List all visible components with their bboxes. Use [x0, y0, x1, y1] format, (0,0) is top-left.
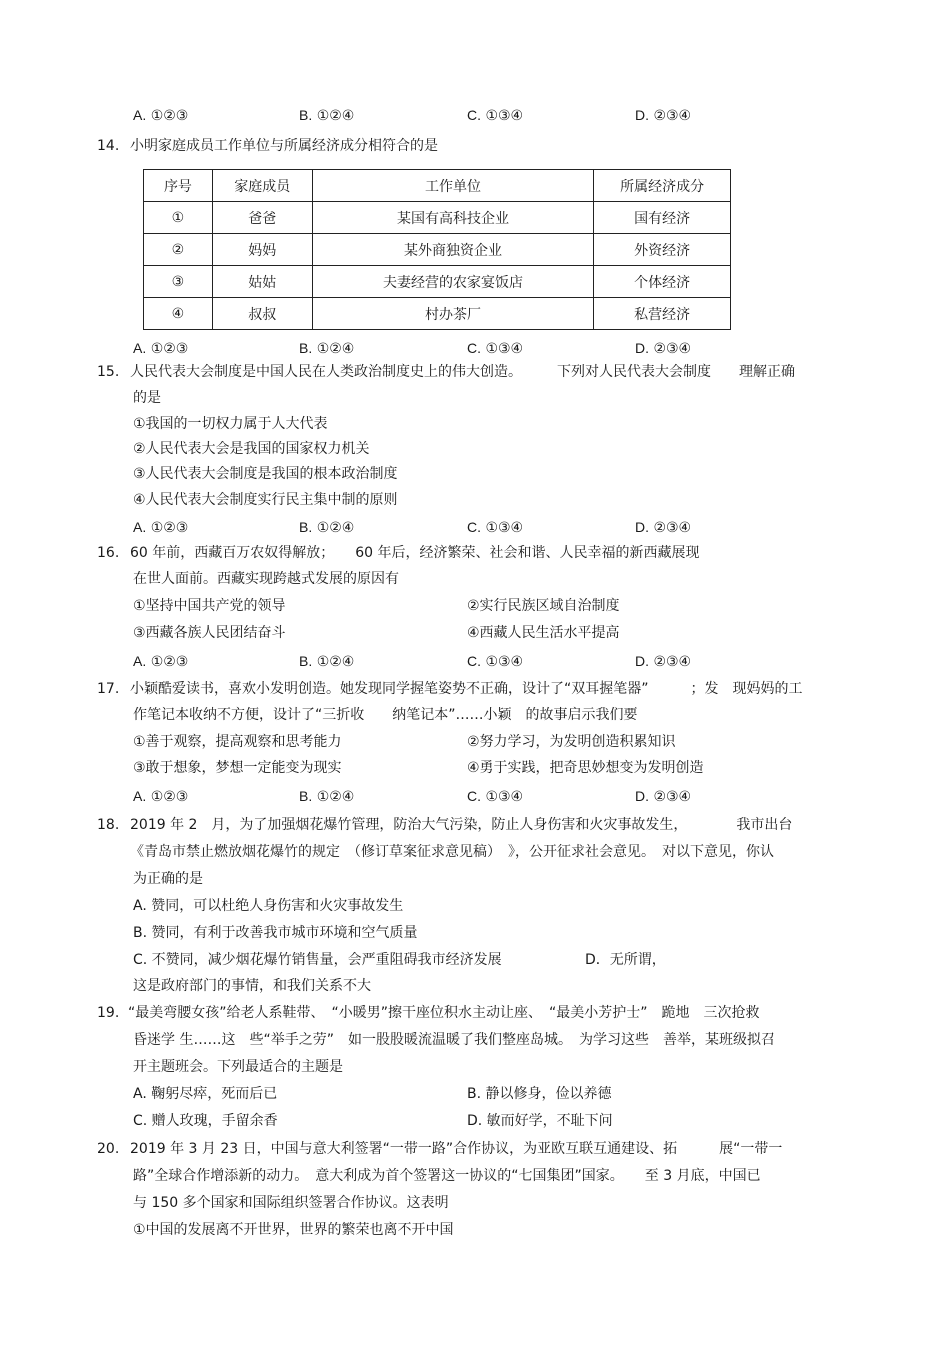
table-row [144, 234, 731, 266]
table-cell: 外资经济 [594, 234, 731, 266]
table-cell: 私营经济 [594, 298, 731, 330]
q17-item: ①善于观察，提高观察和思考能力 [133, 734, 342, 750]
q14-table [143, 169, 731, 330]
q15-stem-line: 的是 [133, 390, 161, 406]
q20-stem-line: 与 150 多个国家和国际组织签署合作协议。这表明 [133, 1195, 449, 1211]
table-header: 家庭成员 [212, 170, 312, 202]
q17-option-c: C. ①③④ [467, 788, 524, 805]
q14-option-a: A. ①②③ [133, 340, 189, 357]
q13-option-d: D. ②③④ [635, 107, 692, 124]
q17-item: ②努力学习，为发明创造积累知识 [467, 734, 676, 750]
q16-item: ③西藏各族人民团结奋斗 [133, 625, 286, 641]
table-row [144, 202, 731, 234]
q16-item: ②实行民族区域自治制度 [467, 598, 620, 614]
table-cell: ③ [144, 266, 213, 298]
table-cell: 村办茶厂 [312, 298, 593, 330]
table-cell: 爸爸 [212, 202, 312, 234]
table-cell: 夫妻经营的农家宴饭店 [312, 266, 593, 298]
q19-stem-line: 昏迷学 生……这 些“举手之劳” 如一股股暖流温暖了我们整座岛城。 为学习这些 善举，某班级拟召 [133, 1032, 775, 1048]
table-cell: 某外商独资企业 [312, 234, 593, 266]
table-cell: 国有经济 [594, 202, 731, 234]
q20-stem-line: 2019 年 3 月 23 日，中国与意大利签署“一带一路”合作协议，为亚欧互联互通建设、拓 展“一带一 [130, 1141, 783, 1157]
q17-item: ④勇于实践，把奇思妙想变为发明创造 [467, 760, 704, 776]
q15-option-c: C. ①③④ [467, 519, 524, 536]
q17-stem-line: 小颖酷爱读书，喜欢小发明创造。她发现同学握笔姿势不正确，设计了“双耳握笔器” ；发 现妈妈的工 [130, 681, 803, 697]
q17-stem-line: 作笔记本收纳不方便，设计了“三折收 纳笔记本”……小颖 的故事启示我们要 [133, 707, 638, 723]
q19-option-c: C. 赠人玫瑰，手留余香 [133, 1113, 278, 1129]
q14-option-b: B. ①②④ [299, 340, 355, 357]
q18-stem-line: 《青岛市禁止燃放烟花爆竹的规定 （修订草案征求意见稿） 》，公开征求社会意见。 对以下意见，你认 [130, 844, 774, 860]
table-header-row [144, 170, 731, 202]
q14-option-d: D. ②③④ [635, 340, 692, 357]
q16-item: ①坚持中国共产党的领导 [133, 598, 286, 614]
table-cell: ① [144, 202, 213, 234]
q16-stem-line: 60 年前，西藏百万农奴得解放； 60 年后，经济繁荣、社会和谐、人民幸福的新西藏展现 [130, 545, 700, 561]
table-cell: 叔叔 [212, 298, 312, 330]
q20-item: ①中国的发展离不开世界，世界的繁荣也离不开中国 [133, 1222, 454, 1238]
q17-item: ③敢于想象，梦想一定能变为现实 [133, 760, 342, 776]
q16-stem-line: 在世人面前。西藏实现跨越式发展的原因有 [133, 571, 399, 587]
table-header: 工作单位 [312, 170, 593, 202]
q18-option-d: D．无所谓， [585, 952, 666, 968]
table-cell: 妈妈 [212, 234, 312, 266]
table-cell: ② [144, 234, 213, 266]
q13-option-b: B. ①②④ [299, 107, 355, 124]
table-header: 所属经济成分 [594, 170, 731, 202]
q19-number: 19. [97, 1005, 120, 1021]
q18-number: 18. [97, 817, 120, 833]
q15-item: ④人民代表大会制度实行民主集中制的原则 [133, 492, 398, 508]
q16-option-c: C. ①③④ [467, 653, 524, 670]
q15-item: ②人民代表大会是我国的国家权力机关 [133, 441, 370, 457]
q18-option-b: B. 赞同，有利于改善我市城市环境和空气质量 [133, 925, 418, 941]
q15-item: ③人民代表大会制度是我国的根本政治制度 [133, 466, 398, 482]
q14-option-c: C. ①③④ [467, 340, 524, 357]
q16-number: 16. [97, 545, 120, 561]
table-row [144, 298, 731, 330]
q16-item: ④西藏人民生活水平提高 [467, 625, 620, 641]
q15-option-b: B. ①②④ [299, 519, 355, 536]
q19-stem-line: “最美弯腰女孩”给老人系鞋带、 “小暖男”擦干座位积水主动让座、 “最美小芳护士” 跪地 三次抢救 [128, 1005, 760, 1021]
q14-stem: 小明家庭成员工作单位与所属经济成分相符合的是 [130, 138, 438, 154]
q18-stem-line: 2019 年 2 月，为了加强烟花爆竹管理，防治大气污染，防止人身伤害和火灾事故发生， 我市出台 [130, 817, 793, 833]
q18-option-a: A. 赞同，可以杜绝人身伤害和火灾事故发生 [133, 898, 404, 914]
q19-option-a: A. 鞠躬尽瘁，死而后已 [133, 1086, 278, 1102]
table-cell: ④ [144, 298, 213, 330]
q20-number: 20. [97, 1141, 120, 1157]
q18-stem-line: 为正确的是 [133, 871, 203, 887]
q16-option-a: A. ①②③ [133, 653, 189, 670]
q17-number: 17. [97, 681, 120, 697]
q13-option-c: C. ①③④ [467, 107, 524, 124]
table-cell: 某国有高科技企业 [312, 202, 593, 234]
table-row [144, 266, 731, 298]
table-header: 序号 [144, 170, 213, 202]
q15-item: ①我国的一切权力属于人大代表 [133, 416, 328, 432]
q18-option-d-continued: 这是政府部门的事情，和我们关系不大 [133, 978, 371, 994]
q14-number: 14. [97, 138, 120, 154]
q17-option-b: B. ①②④ [299, 788, 355, 805]
q17-option-d: D. ②③④ [635, 788, 692, 805]
q15-stem-line: 人民代表大会制度是中国人民在人类政治制度史上的伟大创造。 下列对人民代表大会制度 理解正确 [130, 364, 795, 380]
q13-option-a: A. ①②③ [133, 107, 189, 124]
q15-number: 15. [97, 364, 120, 380]
q15-option-a: A. ①②③ [133, 519, 189, 536]
q19-option-b: B. 静以修身，俭以养德 [467, 1086, 612, 1102]
q15-option-d: D. ②③④ [635, 519, 692, 536]
q17-option-a: A. ①②③ [133, 788, 189, 805]
q16-option-b: B. ①②④ [299, 653, 355, 670]
q19-option-d: D. 敏而好学，不耻下问 [467, 1113, 613, 1129]
table-cell: 姑姑 [212, 266, 312, 298]
q16-option-d: D. ②③④ [635, 653, 692, 670]
q20-stem-line: 路”全球合作增添新的动力。 意大利成为首个签署这一协议的“七国集团”国家。 至 3 月底，中国已 [133, 1168, 761, 1184]
q18-option-c: C. 不赞同，减少烟花爆竹销售量，会严重阻碍我市经济发展 [133, 952, 502, 968]
q19-stem-line: 开主题班会。下列最适合的主题是 [133, 1059, 343, 1075]
table-cell: 个体经济 [594, 266, 731, 298]
